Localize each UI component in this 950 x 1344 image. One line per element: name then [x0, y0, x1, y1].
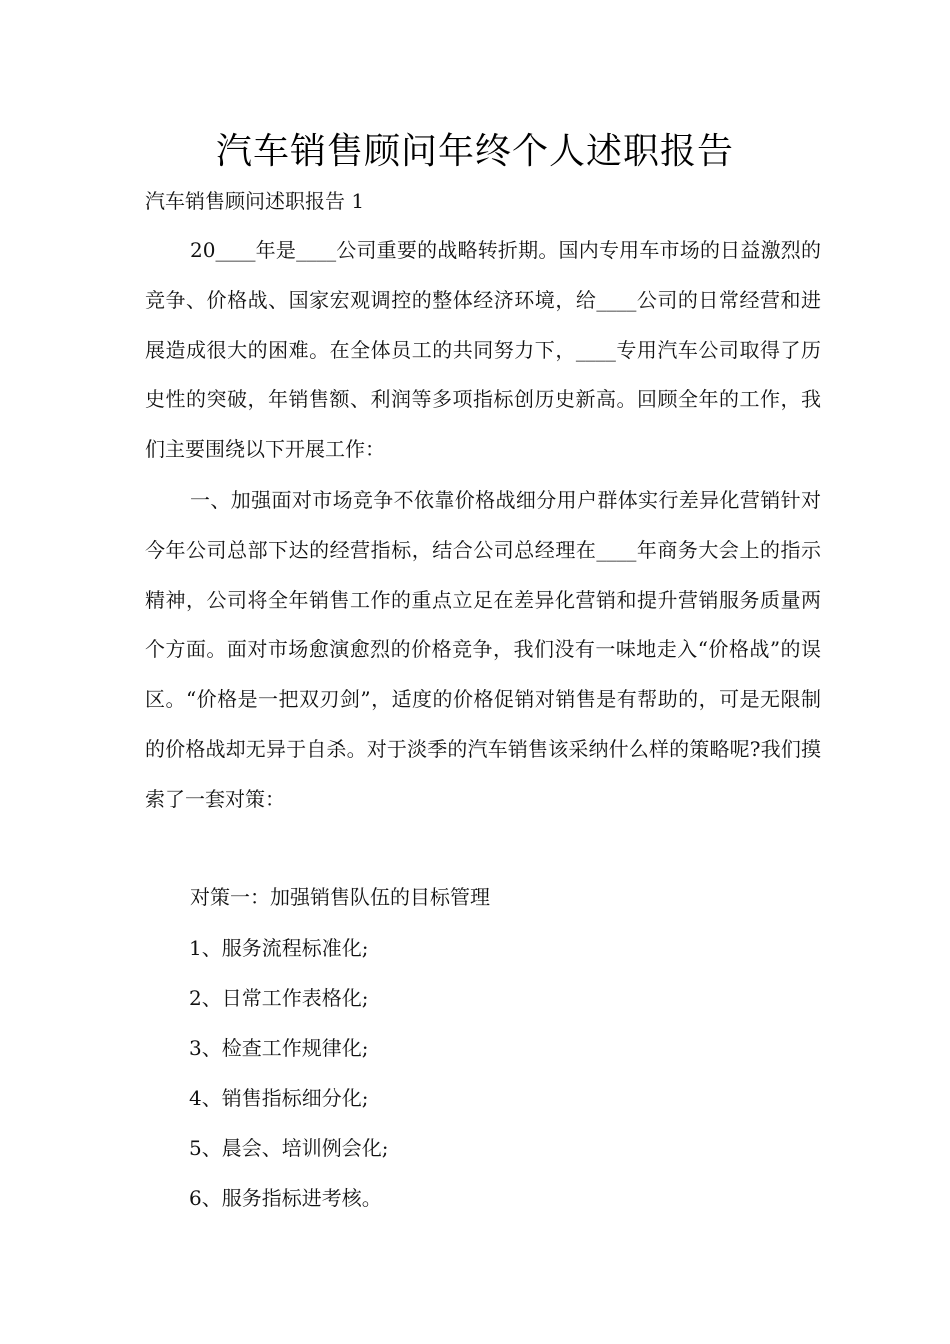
list-item: 2、日常工作表格化; — [189, 986, 369, 1010]
list-item: 3、检查工作规律化; — [189, 1036, 369, 1060]
list-item: 4、销售指标细分化; — [189, 1086, 369, 1110]
list-item: 1、服务流程标准化; — [189, 936, 369, 960]
list-item: 6、服务指标进考核。 — [189, 1186, 382, 1210]
body-paragraph: 20____年是____公司重要的战略转折期。国内专用车市场的日益激烈的竞争、价格战、国家宏观调控的整体经济环境，给____公司的日常经营和进展造成很大的困难。在全体员工的共同努力下，____专用汽车公司取得了历史性的突破，年销售额、利润等多项指标创历史新高。回顾全年的工作，我们主要围绕以下开展工作： — [145, 238, 821, 462]
strategy-heading: 对策一：加强销售队伍的目标管理 — [190, 885, 490, 909]
strategy-list — [189, 923, 388, 1223]
list-item: 5、晨会、培训例会化; — [189, 1136, 389, 1160]
document-title: 汽车销售顾问年终个人述职报告 — [215, 131, 734, 172]
document-subtitle: 汽车销售顾问述职报告 1 — [145, 189, 365, 213]
body-paragraph: 一、加强面对市场竞争不依靠价格战细分用户群体实行差异化营销针对今年公司总部下达的经营指标，结合公司总经理在____年商务大会上的指示精神，公司将全年销售工作的重点立足在差异化营销和提升营销服务质量两个方面。面对市场愈演愈烈的价格竞争，我们没有一味地走入“价格战”的误区。“价格是一把双刃剑”，适度的价格促销对销售是有帮助的，可是无限制的价格战却无异于自杀。对于淡季的汽车销售该采纳什么样的策略呢?我们摸索了一套对策： — [145, 488, 821, 811]
